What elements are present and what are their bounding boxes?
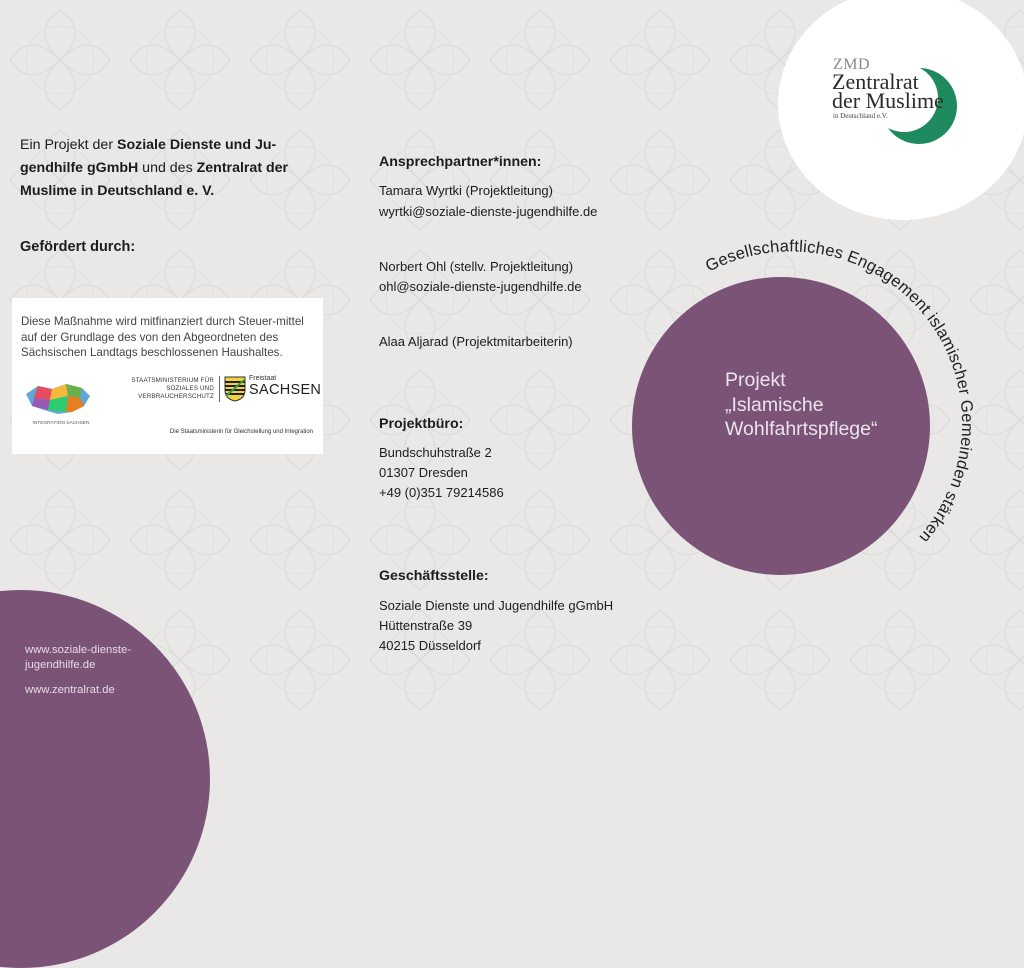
sachsen-label: SACHSEN xyxy=(249,382,322,398)
link-soziale-dienste[interactable]: www.soziale-dienste- jugendhilfe.de xyxy=(25,644,132,671)
contact-3-name: Alaa Aljarad (Projektmitarbeiterin) xyxy=(379,334,573,349)
logo-abbr: ZMD xyxy=(833,56,871,73)
staatsministerin-label: Die Staatsministerin für Gleichstellung und Integration xyxy=(169,429,313,435)
head-office-heading: Geschäftsstelle: xyxy=(379,568,489,584)
head-office-city: 40215 Düsseldorf xyxy=(379,638,481,653)
arc-slogan-text: Gesellschaftliches Engagement islamischer Gemeinden stärken xyxy=(702,237,977,547)
contact-1-email[interactable]: wyrtki@soziale-dienste-jugendhilfe.de xyxy=(379,204,598,219)
contact-2-email[interactable]: ohl@soziale-dienste-jugendhilfe.de xyxy=(379,279,582,294)
office-phone[interactable]: +49 (0)351 79214586 xyxy=(379,485,504,500)
head-office-street: Hüttenstraße 39 xyxy=(379,618,473,633)
funded-label: Gefördert durch: xyxy=(20,239,136,255)
intro-text: Ein Projekt der Soziale Dienste und Ju-gendhilfe gGmbH und des Zentralrat der Muslime in Deutschland e. V. xyxy=(20,137,289,199)
office-street: Bundschuhstraße 2 xyxy=(379,445,492,460)
link-zentralrat[interactable]: www.zentralrat.de xyxy=(25,684,115,696)
org-zentralrat: Zentralrat der Muslime in Deutschland e. V. xyxy=(20,160,289,199)
integration-sachsen-label: INTEGRATION SACHSEN xyxy=(32,421,90,426)
logo-subtitle: in Deutschland e.V. xyxy=(833,112,888,120)
ministry-label: STAATSMINISTERIUM FÜR SOZIALES UND VERBRAUCHERSCHUTZ xyxy=(131,377,214,400)
svg-text:Gesellschaftliches Engagement xyxy=(703,237,977,546)
contacts-heading: Ansprechpartner*innen: xyxy=(379,154,542,170)
logo-line-2: der Muslime xyxy=(832,88,944,113)
project-title: Projekt „Islamische Wohlfahrtspflege“ xyxy=(725,369,878,440)
contact-2-name: Norbert Ohl (stellv. Projektleitung) xyxy=(379,259,574,274)
contact-1-name: Tamara Wyrtki (Projektleitung) xyxy=(379,183,553,198)
office-heading: Projektbüro: xyxy=(379,416,464,432)
sponsor-text: Diese Maßnahme wird mitfinanziert durch Steuer-mittel auf der Grundlage des von den Abgeordneten des Sächsischen Landtags beschlossenen Haushaltes. xyxy=(21,315,304,359)
logo-line-1: Zentralrat xyxy=(832,69,919,94)
head-office-org: Soziale Dienste und Jugendhilfe gGmbH xyxy=(379,598,614,613)
office-city: 01307 Dresden xyxy=(379,465,468,480)
freistaat-label: Freistaat xyxy=(249,375,277,382)
org-soziale-dienste: Soziale Dienste und Ju-gendhilfe gGmbH xyxy=(20,137,277,176)
